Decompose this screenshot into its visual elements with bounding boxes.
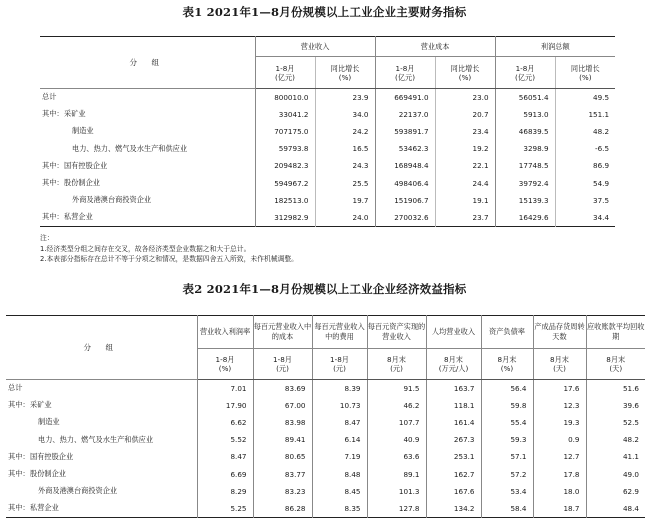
- table-row: [40, 209, 615, 226]
- group-header-cost: 营业成本: [375, 37, 495, 57]
- value-cell: 594967.2: [255, 174, 315, 191]
- value-cell: 46839.5: [495, 123, 555, 140]
- row-label: 电力、热力、燃气及水生产和供应业: [38, 434, 154, 444]
- value-cell: 168948.4: [375, 157, 435, 174]
- value-cell: 7.19: [312, 448, 367, 465]
- value-cell: 669491.0: [375, 89, 435, 106]
- row-label-cell: [6, 500, 197, 517]
- row-label: 股份制企业: [64, 178, 100, 188]
- column-header-name: 每百元营业收入中的费用: [312, 316, 367, 349]
- value-cell: 8.39: [312, 380, 367, 397]
- value-cell: 17748.5: [495, 157, 555, 174]
- row-label: 外商及港澳台商投资企业: [38, 486, 118, 496]
- value-cell: 270032.6: [375, 209, 435, 226]
- value-cell: 55.4: [481, 414, 533, 431]
- value-cell: 62.9: [586, 483, 645, 500]
- value-cell: 63.6: [367, 448, 426, 465]
- note-line: 2.本表部分指标存在总计不等于分项之和情况，是数据四舍五入所致，未作机械调整。: [40, 255, 298, 263]
- value-cell: -6.5: [555, 140, 615, 157]
- value-cell: 48.2: [586, 431, 645, 448]
- value-cell: 253.1: [426, 448, 481, 465]
- value-cell: 49.5: [555, 89, 615, 106]
- value-cell: 83.98: [253, 414, 312, 431]
- value-cell: 6.14: [312, 431, 367, 448]
- value-cell: 161.4: [426, 414, 481, 431]
- value-cell: 23.4: [435, 123, 495, 140]
- row-prefix: 其中：: [42, 178, 64, 188]
- row-label-cell: [6, 380, 197, 397]
- table-row: [6, 448, 645, 465]
- subheader-period: 1-8月 (亿元): [495, 57, 555, 89]
- value-cell: 58.4: [481, 500, 533, 517]
- value-cell: 12.7: [533, 448, 586, 465]
- row-prefix: 其中：: [8, 503, 30, 513]
- value-cell: 12.3: [533, 397, 586, 414]
- value-cell: 312982.9: [255, 209, 315, 226]
- table-row: [40, 192, 615, 209]
- value-cell: 39.6: [586, 397, 645, 414]
- value-cell: 83.23: [253, 483, 312, 500]
- value-cell: 25.5: [315, 174, 375, 191]
- value-cell: 22.1: [435, 157, 495, 174]
- table-row: [6, 397, 645, 414]
- row-label: 国有控股企业: [30, 451, 74, 461]
- value-cell: 5.25: [197, 500, 253, 517]
- value-cell: 20.7: [435, 106, 495, 123]
- value-cell: 24.3: [315, 157, 375, 174]
- value-cell: 18.0: [533, 483, 586, 500]
- note-heading: 注：: [40, 234, 54, 242]
- row-label-cell: [6, 397, 197, 414]
- note-line: 1.经济类型分组之间存在交叉，故各经济类型企业数据之和大于总计。: [40, 244, 251, 253]
- table-row: [6, 380, 645, 397]
- value-cell: 23.7: [435, 209, 495, 226]
- row-prefix: 其中：: [42, 109, 64, 119]
- value-cell: 89.41: [253, 431, 312, 448]
- subheader-period: 1-8月 (亿元): [255, 57, 315, 89]
- value-cell: 49.0: [586, 465, 645, 482]
- table-row: [40, 140, 615, 157]
- row-prefix: 其中：: [8, 451, 30, 461]
- row-label: 制造业: [72, 126, 94, 136]
- value-cell: 37.5: [555, 192, 615, 209]
- row-label-cell: [6, 448, 197, 465]
- value-cell: 23.9: [315, 89, 375, 106]
- row-label: 私营企业: [64, 212, 93, 222]
- value-cell: 16.5: [315, 140, 375, 157]
- value-cell: 15139.3: [495, 192, 555, 209]
- row-prefix: 其中：: [42, 160, 64, 170]
- row-label-cell: [40, 106, 255, 123]
- value-cell: 17.6: [533, 380, 586, 397]
- column-header-name: 产成品存货周转天数: [533, 316, 586, 349]
- value-cell: 56.4: [481, 380, 533, 397]
- value-cell: 134.2: [426, 500, 481, 517]
- row-label-cell: [40, 140, 255, 157]
- value-cell: 8.48: [312, 465, 367, 482]
- table1-notes: [40, 233, 298, 265]
- value-cell: 54.9: [555, 174, 615, 191]
- table-row: [40, 123, 615, 140]
- value-cell: 6.69: [197, 465, 253, 482]
- value-cell: 5913.0: [495, 106, 555, 123]
- row-label-cell: [40, 89, 255, 106]
- value-cell: 10.73: [312, 397, 367, 414]
- row-label: 电力、热力、燃气及水生产和供应业: [72, 143, 188, 153]
- value-cell: 163.7: [426, 380, 481, 397]
- column-header-period: 1-8月 (元): [253, 349, 312, 380]
- value-cell: 51.6: [586, 380, 645, 397]
- value-cell: 91.5: [367, 380, 426, 397]
- value-cell: 52.5: [586, 414, 645, 431]
- value-cell: 800010.0: [255, 89, 315, 106]
- value-cell: 39792.4: [495, 174, 555, 191]
- column-header-period: 8月末 (%): [481, 349, 533, 380]
- value-cell: 86.28: [253, 500, 312, 517]
- table-row: [6, 500, 645, 517]
- subheader-growth: 同比增长 (%): [315, 57, 375, 89]
- value-cell: 19.1: [435, 192, 495, 209]
- value-cell: 593891.7: [375, 123, 435, 140]
- value-cell: 86.9: [555, 157, 615, 174]
- value-cell: 57.1: [481, 448, 533, 465]
- value-cell: 8.45: [312, 483, 367, 500]
- value-cell: 53.4: [481, 483, 533, 500]
- subheader-growth: 同比增长 (%): [435, 57, 495, 89]
- value-cell: 8.29: [197, 483, 253, 500]
- value-cell: 23.0: [435, 89, 495, 106]
- value-cell: 19.2: [435, 140, 495, 157]
- value-cell: 17.90: [197, 397, 253, 414]
- row-label-cell: [40, 123, 255, 140]
- value-cell: 33041.2: [255, 106, 315, 123]
- value-cell: 53462.3: [375, 140, 435, 157]
- value-cell: 8.47: [197, 448, 253, 465]
- value-cell: 59.3: [481, 431, 533, 448]
- value-cell: 151.1: [555, 106, 615, 123]
- table-row: [6, 414, 645, 431]
- column-header-name: 每百元资产实现的营业收入: [367, 316, 426, 349]
- row-label-cell: [40, 174, 255, 191]
- row-label: 采矿业: [30, 400, 52, 410]
- column-header-period: 8月末 (天): [586, 349, 645, 380]
- value-cell: 83.69: [253, 380, 312, 397]
- value-cell: 18.7: [533, 500, 586, 517]
- value-cell: 7.01: [197, 380, 253, 397]
- value-cell: 19.7: [315, 192, 375, 209]
- value-cell: 57.2: [481, 465, 533, 482]
- table2-title: 表2 2021年1—8月份规模以上工业企业经济效益指标: [182, 282, 467, 296]
- group-header-revenue: 营业收入: [255, 37, 375, 57]
- value-cell: 24.4: [435, 174, 495, 191]
- value-cell: 182513.0: [255, 192, 315, 209]
- value-cell: 34.0: [315, 106, 375, 123]
- value-cell: 59793.8: [255, 140, 315, 157]
- value-cell: 167.6: [426, 483, 481, 500]
- value-cell: 48.4: [586, 500, 645, 517]
- column-header-period: 1-8月 (%): [197, 349, 253, 380]
- row-prefix: 其中：: [42, 212, 64, 222]
- value-cell: 48.2: [555, 123, 615, 140]
- value-cell: 6.62: [197, 414, 253, 431]
- row-label-cell: [6, 414, 197, 431]
- value-cell: 107.7: [367, 414, 426, 431]
- table-row: [6, 431, 645, 448]
- table-row: [40, 106, 615, 123]
- table-row: [40, 89, 615, 106]
- value-cell: 41.1: [586, 448, 645, 465]
- column-header-name: 每百元营业收入中的成本: [253, 316, 312, 349]
- value-cell: 101.3: [367, 483, 426, 500]
- value-cell: 151906.7: [375, 192, 435, 209]
- value-cell: 127.8: [367, 500, 426, 517]
- row-label: 采矿业: [64, 109, 86, 119]
- efficiency-indicators-table: [6, 315, 645, 518]
- column-header-period: 8月末 (万元/人): [426, 349, 481, 380]
- value-cell: 24.2: [315, 123, 375, 140]
- row-label-cell: [6, 483, 197, 500]
- value-cell: 19.3: [533, 414, 586, 431]
- table-row: [40, 157, 615, 174]
- value-cell: 162.7: [426, 465, 481, 482]
- column-header-name: 营业收入利润率: [197, 316, 253, 349]
- row-label: 制造业: [38, 417, 60, 427]
- group-header-profit: 利润总额: [495, 37, 615, 57]
- column-header-name: 应收账款平均回收期: [586, 316, 645, 349]
- value-cell: 8.47: [312, 414, 367, 431]
- row-label-cell: [6, 465, 197, 482]
- column-header-period: 8月末 (元): [367, 349, 426, 380]
- value-cell: 83.77: [253, 465, 312, 482]
- value-cell: 5.52: [197, 431, 253, 448]
- value-cell: 22137.0: [375, 106, 435, 123]
- value-cell: 498406.4: [375, 174, 435, 191]
- financial-indicators-table: [40, 36, 615, 227]
- category-header: 分 组: [6, 316, 197, 380]
- subheader-growth: 同比增长 (%): [555, 57, 615, 89]
- row-prefix: 其中：: [8, 469, 30, 479]
- row-label-cell: [40, 192, 255, 209]
- value-cell: 118.1: [426, 397, 481, 414]
- column-header-name: 人均营业收入: [426, 316, 481, 349]
- value-cell: 8.35: [312, 500, 367, 517]
- row-label-cell: [6, 431, 197, 448]
- column-header-period: 8月末 (天): [533, 349, 586, 380]
- value-cell: 209482.3: [255, 157, 315, 174]
- value-cell: 80.65: [253, 448, 312, 465]
- table-row: [6, 465, 645, 482]
- row-label: 股份制企业: [30, 469, 66, 479]
- value-cell: 67.00: [253, 397, 312, 414]
- value-cell: 59.8: [481, 397, 533, 414]
- value-cell: 267.3: [426, 431, 481, 448]
- value-cell: 56051.4: [495, 89, 555, 106]
- value-cell: 40.9: [367, 431, 426, 448]
- category-header: 分 组: [40, 37, 255, 89]
- row-label: 私营企业: [30, 503, 59, 513]
- value-cell: 17.8: [533, 465, 586, 482]
- value-cell: 89.1: [367, 465, 426, 482]
- row-label-cell: [40, 157, 255, 174]
- row-label: 总计: [8, 383, 23, 393]
- value-cell: 46.2: [367, 397, 426, 414]
- column-header-period: 1-8月 (元): [312, 349, 367, 380]
- table1-title: 表1 2021年1—8月份规模以上工业企业主要财务指标: [182, 5, 467, 19]
- row-label: 外商及港澳台商投资企业: [72, 195, 152, 205]
- row-label: 总计: [42, 92, 57, 102]
- row-prefix: 其中：: [8, 400, 30, 410]
- value-cell: 24.0: [315, 209, 375, 226]
- value-cell: 0.9: [533, 431, 586, 448]
- row-label-cell: [40, 209, 255, 226]
- column-header-name: 资产负债率: [481, 316, 533, 349]
- value-cell: 16429.6: [495, 209, 555, 226]
- row-label: 国有控股企业: [64, 160, 108, 170]
- table-row: [6, 483, 645, 500]
- value-cell: 34.4: [555, 209, 615, 226]
- value-cell: 707175.0: [255, 123, 315, 140]
- value-cell: 3298.9: [495, 140, 555, 157]
- subheader-period: 1-8月 (亿元): [375, 57, 435, 89]
- table-row: [40, 174, 615, 191]
